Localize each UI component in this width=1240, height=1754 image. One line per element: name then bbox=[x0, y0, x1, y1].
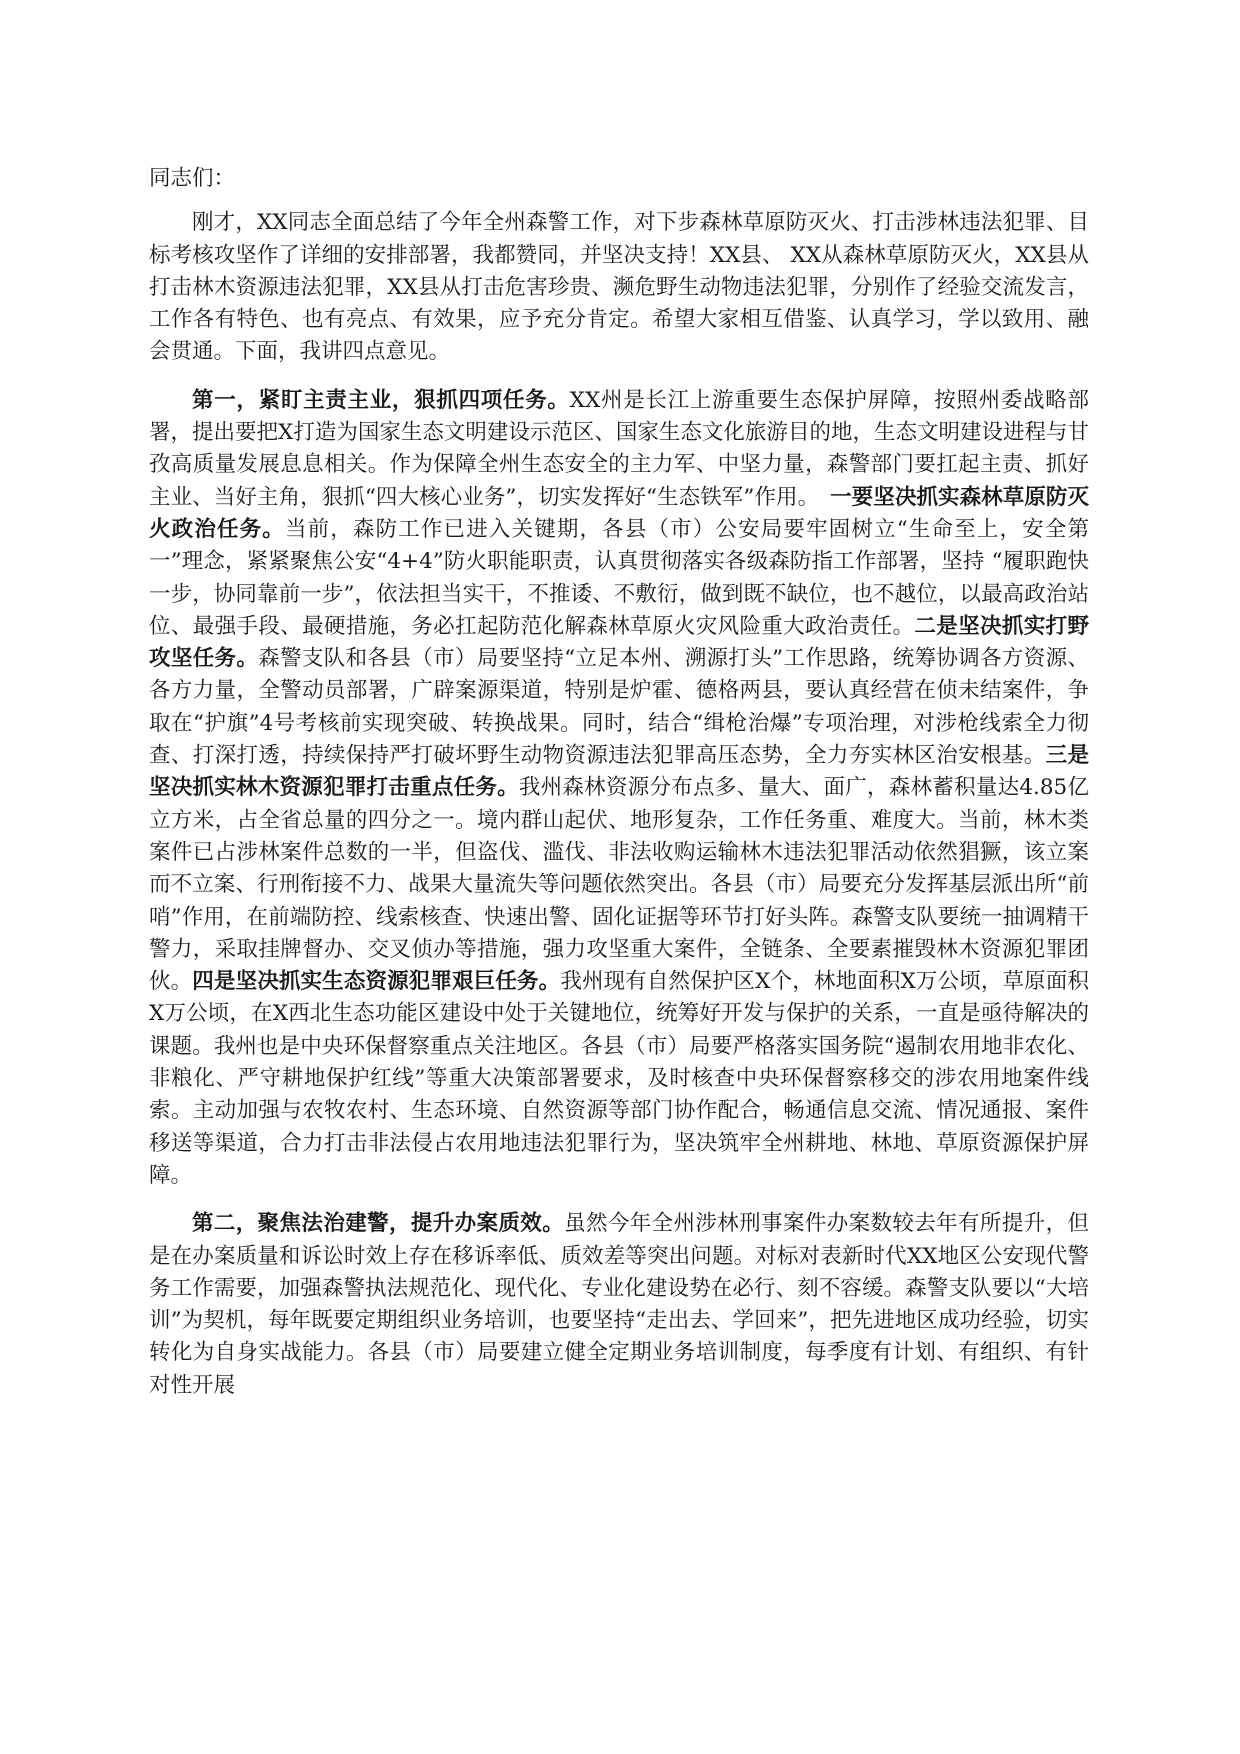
task-1-heading: 一要坚决抓实森林草原防灭火政治任务。 bbox=[149, 484, 1089, 542]
speech-body bbox=[149, 163, 1089, 1418]
task-2-heading: 二是坚决抓实打野攻坚任务。 bbox=[149, 613, 1089, 672]
task-1-text: 当前，森防工作已进入关键期，各县（市）公安局要牢固树立“生命至上，安全第一”理念，紧紧聚焦公安“4+4”防火职能职责，认真贯彻落实各级森防指工作部署，坚持 “履职跑快一步，协同靠前一步”，依法担当实干，不推诿、不敷衍，做到既不缺位，也不越位，以最高政治站位、最强手段、最硬措施，务必扛起防范化解森林草原火灾风险重大政治责任。 bbox=[149, 516, 1089, 639]
section-1-paragraph bbox=[149, 385, 1089, 1192]
section-1-text: XX州是长江上游重要生态保护屏障，按照州委战略部署，提出要把X打造为国家生态文明建设示范区、国家生态文化旅游目的地，生态文明建设进程与甘孜高质量发展息息相关。作为保障全州生态安全的主力军、中坚力量，森警部门要扛起主责、抓好主业、当好主角，狠抓“四大核心业务”，切实发挥好“生态铁军”作用。 bbox=[149, 387, 1089, 510]
section-2-heading: 第二，聚焦法治建警，提升办案质效。 bbox=[192, 1211, 565, 1237]
intro-paragraph: 刚才，XX同志全面总结了今年全州森警工作，对下步森林草原防灭火、打击涉林违法犯罪、目标考核攻坚作了详细的安排部署，我都赞同，并坚决支持！XX县、 XX从森林草原防灭火，XX县从打击林木资源违法犯罪，XX县从打击危害珍贵、濒危野生动物违法犯罪，分别作了经验交流发言，工作各有特色、也有亮点、有效果，应予充分肯定。希望大家相互借鉴、认真学习，学以致用、融会贯通。下面，我讲四点意见。 bbox=[149, 210, 1089, 365]
task-3-heading: 三是坚决抓实林木资源犯罪打击重点任务。 bbox=[149, 743, 1089, 801]
task-3-text: 我州森林资源分布点多、量大、面广，森林蓄积量达4.85亿立方米，占全省总量的四分之一。境内群山起伏、地形复杂，工作任务重、难度大。当前，林木类案件已占涉林案件总数的一半，但盗伐、滥伐、非法收购运输林木违法犯罪活动依然猖獗，该立案而不立案、行刑衔接不力、战果大量流失等问题依然突出。各县（市）局要充分发挥基层派出所“前哨”作用，在前端防控、线索核查、快速出警、固化证据等环节打好头阵。森警支队要统一抽调精干警力，采取挂牌督办、交叉侦办等措施，强力攻坚重大案件，全链条、全要素摧毁林木资源犯罪团伙。 bbox=[149, 775, 1089, 995]
section-2-text: 虽然今年全州涉林刑事案件办案数较去年有所提升，但是在办案质量和诉讼时效上存在移诉率低、质效差等突出问题。对标对表新时代XX地区公安现代警务工作需要，加强森警执法规范化、现代化、专业化建设势在必行、刻不容缓。森警支队要以“大培训”为契机，每年既要定期组织业务培训，也要坚持“走出去、学回来”，把先进地区成功经验，切实转化为自身实战能力。各县（市）局要建立健全定期业务培训制度，每季度有计划、有组织、有针对性开展 bbox=[149, 1211, 1089, 1398]
salutation: 同志们： bbox=[149, 166, 236, 191]
section-2-paragraph bbox=[149, 1208, 1089, 1402]
task-4-heading: 四是坚决抓实生态资源犯罪艰巨任务。 bbox=[192, 969, 561, 995]
task-4-text: 我州现有自然保护区X个，林地面积X万公顷，草原面积X万公顷，在X西北生态功能区建设中处于关键地位，统筹好开发与保护的关系，一直是亟待解决的课题。我州也是中央环保督察重点关注地区。各县（市）局要严格落实国务院“遏制农用地非农化、非粮化、严守耕地保护红线”等重大决策部署要求，及时核查中央环保督察移交的涉农用地案件线索。主动加强与农牧农村、生态环境、自然资源等部门协作配合，畅通信息交流、情况通报、案件移送等渠道，合力打击非法侵占农用地违法犯罪行为，坚决筑牢全州耕地、林地、草原资源保护屏障。 bbox=[149, 969, 1089, 1188]
section-1-heading: 第一，紧盯主责主业，狠抓四项任务。 bbox=[192, 387, 570, 413]
task-2-text: 森警支队和各县（市）局要坚持“立足本州、溯源打头”工作思路，统筹协调各方资源、各方力量，全警动员部署，广辟案源渠道，特别是炉霍、德格两县，要认真经营在侦未结案件，争取在“护旗”4号考核前实现突破、转换战果。同时，结合“缉枪治爆”专项治理，对涉枪线索全力彻查、打深打透，持续保持严打破坏野生动物资源违法犯罪高压态势，全力夯实林区治安根基。 bbox=[149, 646, 1089, 769]
